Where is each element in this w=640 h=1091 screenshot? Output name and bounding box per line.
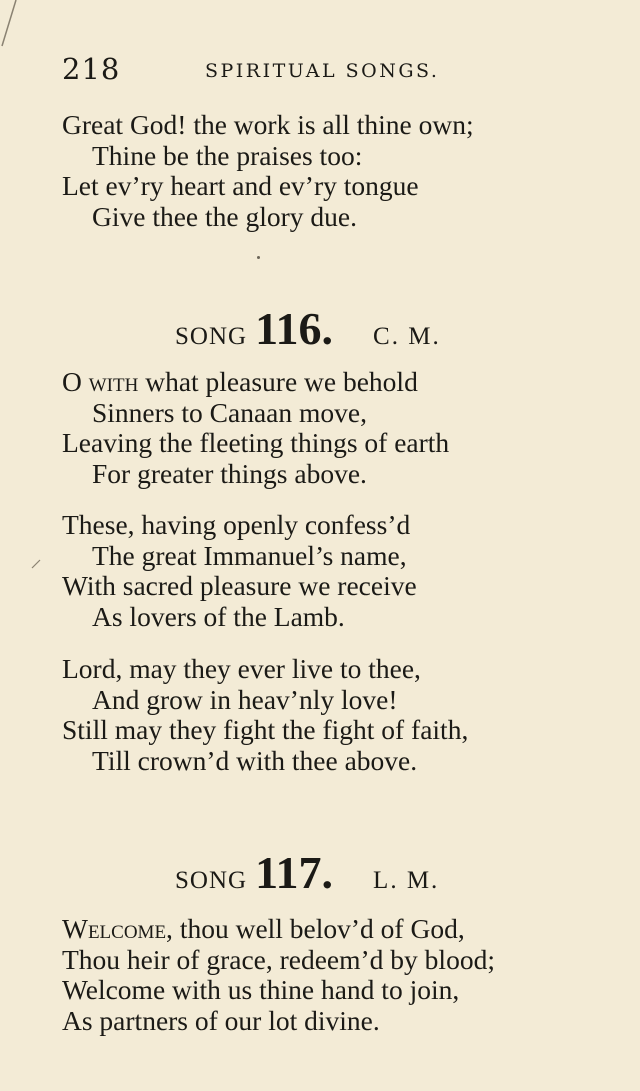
verse-line [62, 367, 632, 398]
verse-line: Leaving the fleeting things of earth [62, 427, 450, 458]
verse-line: Let ev’ry heart and ev’ry tongue [62, 170, 419, 201]
verse-line: Lord, may they ever live to thee, [62, 653, 421, 684]
song-number: 116. [255, 303, 334, 354]
song-116-heading [175, 302, 575, 355]
song-116-stanza-3 [62, 654, 632, 776]
verse-line: As lovers of the Lamb. [92, 600, 345, 632]
song-number: 117. [255, 847, 334, 898]
page-header [62, 52, 472, 88]
verse-line: Sinners to Canaan move, [92, 396, 367, 428]
verse-line: Still may they fight the fight of faith, [62, 714, 469, 745]
first-line-rest: thou well belov’d of God, [172, 913, 465, 944]
first-words: Welcome, [62, 913, 173, 944]
page-edge-mark [0, 0, 30, 50]
margin-tick-mark [30, 558, 42, 570]
verse-line: These, having openly confess’d [62, 509, 411, 540]
first-line-rest: what pleasure we behold [138, 366, 418, 397]
ink-speck [257, 256, 260, 259]
verse-line: Thou heir of grace, redeem’d by blood; [62, 943, 495, 975]
song-116-stanza-2 [62, 510, 632, 632]
song-meter: L. M. [373, 867, 440, 894]
running-title: SPIRITUAL SONGS. [205, 60, 440, 82]
song-label: SONG [175, 867, 248, 894]
song-label: SONG [175, 323, 248, 350]
verse-line: Welcome with us thine hand to join, [62, 974, 460, 1005]
verse-line: Thine be the praises too: [92, 139, 363, 171]
song-meter: C. M. [373, 323, 441, 350]
first-words: O with [62, 366, 139, 397]
page-number: 218 [62, 52, 121, 86]
verse-line: As partners of our lot divine. [62, 1004, 380, 1036]
verse-line: The great Immanuel’s name, [92, 539, 407, 571]
verse-line: With sacred pleasure we receive [62, 570, 417, 601]
verse-line: Give thee the glory due. [92, 200, 357, 232]
verse-line [62, 914, 632, 945]
stanza-song-115-end [62, 110, 632, 232]
song-117-stanza-1 [62, 914, 632, 1036]
verse-line: Great God! the work is all thine own; [62, 109, 474, 140]
song-116-stanza-1 [62, 367, 632, 489]
verse-line: For greater things above. [92, 457, 367, 489]
verse-line: Till crown’d with thee above. [92, 744, 418, 776]
verse-line: And grow in heav’nly love! [92, 683, 398, 715]
song-117-heading [175, 846, 575, 899]
